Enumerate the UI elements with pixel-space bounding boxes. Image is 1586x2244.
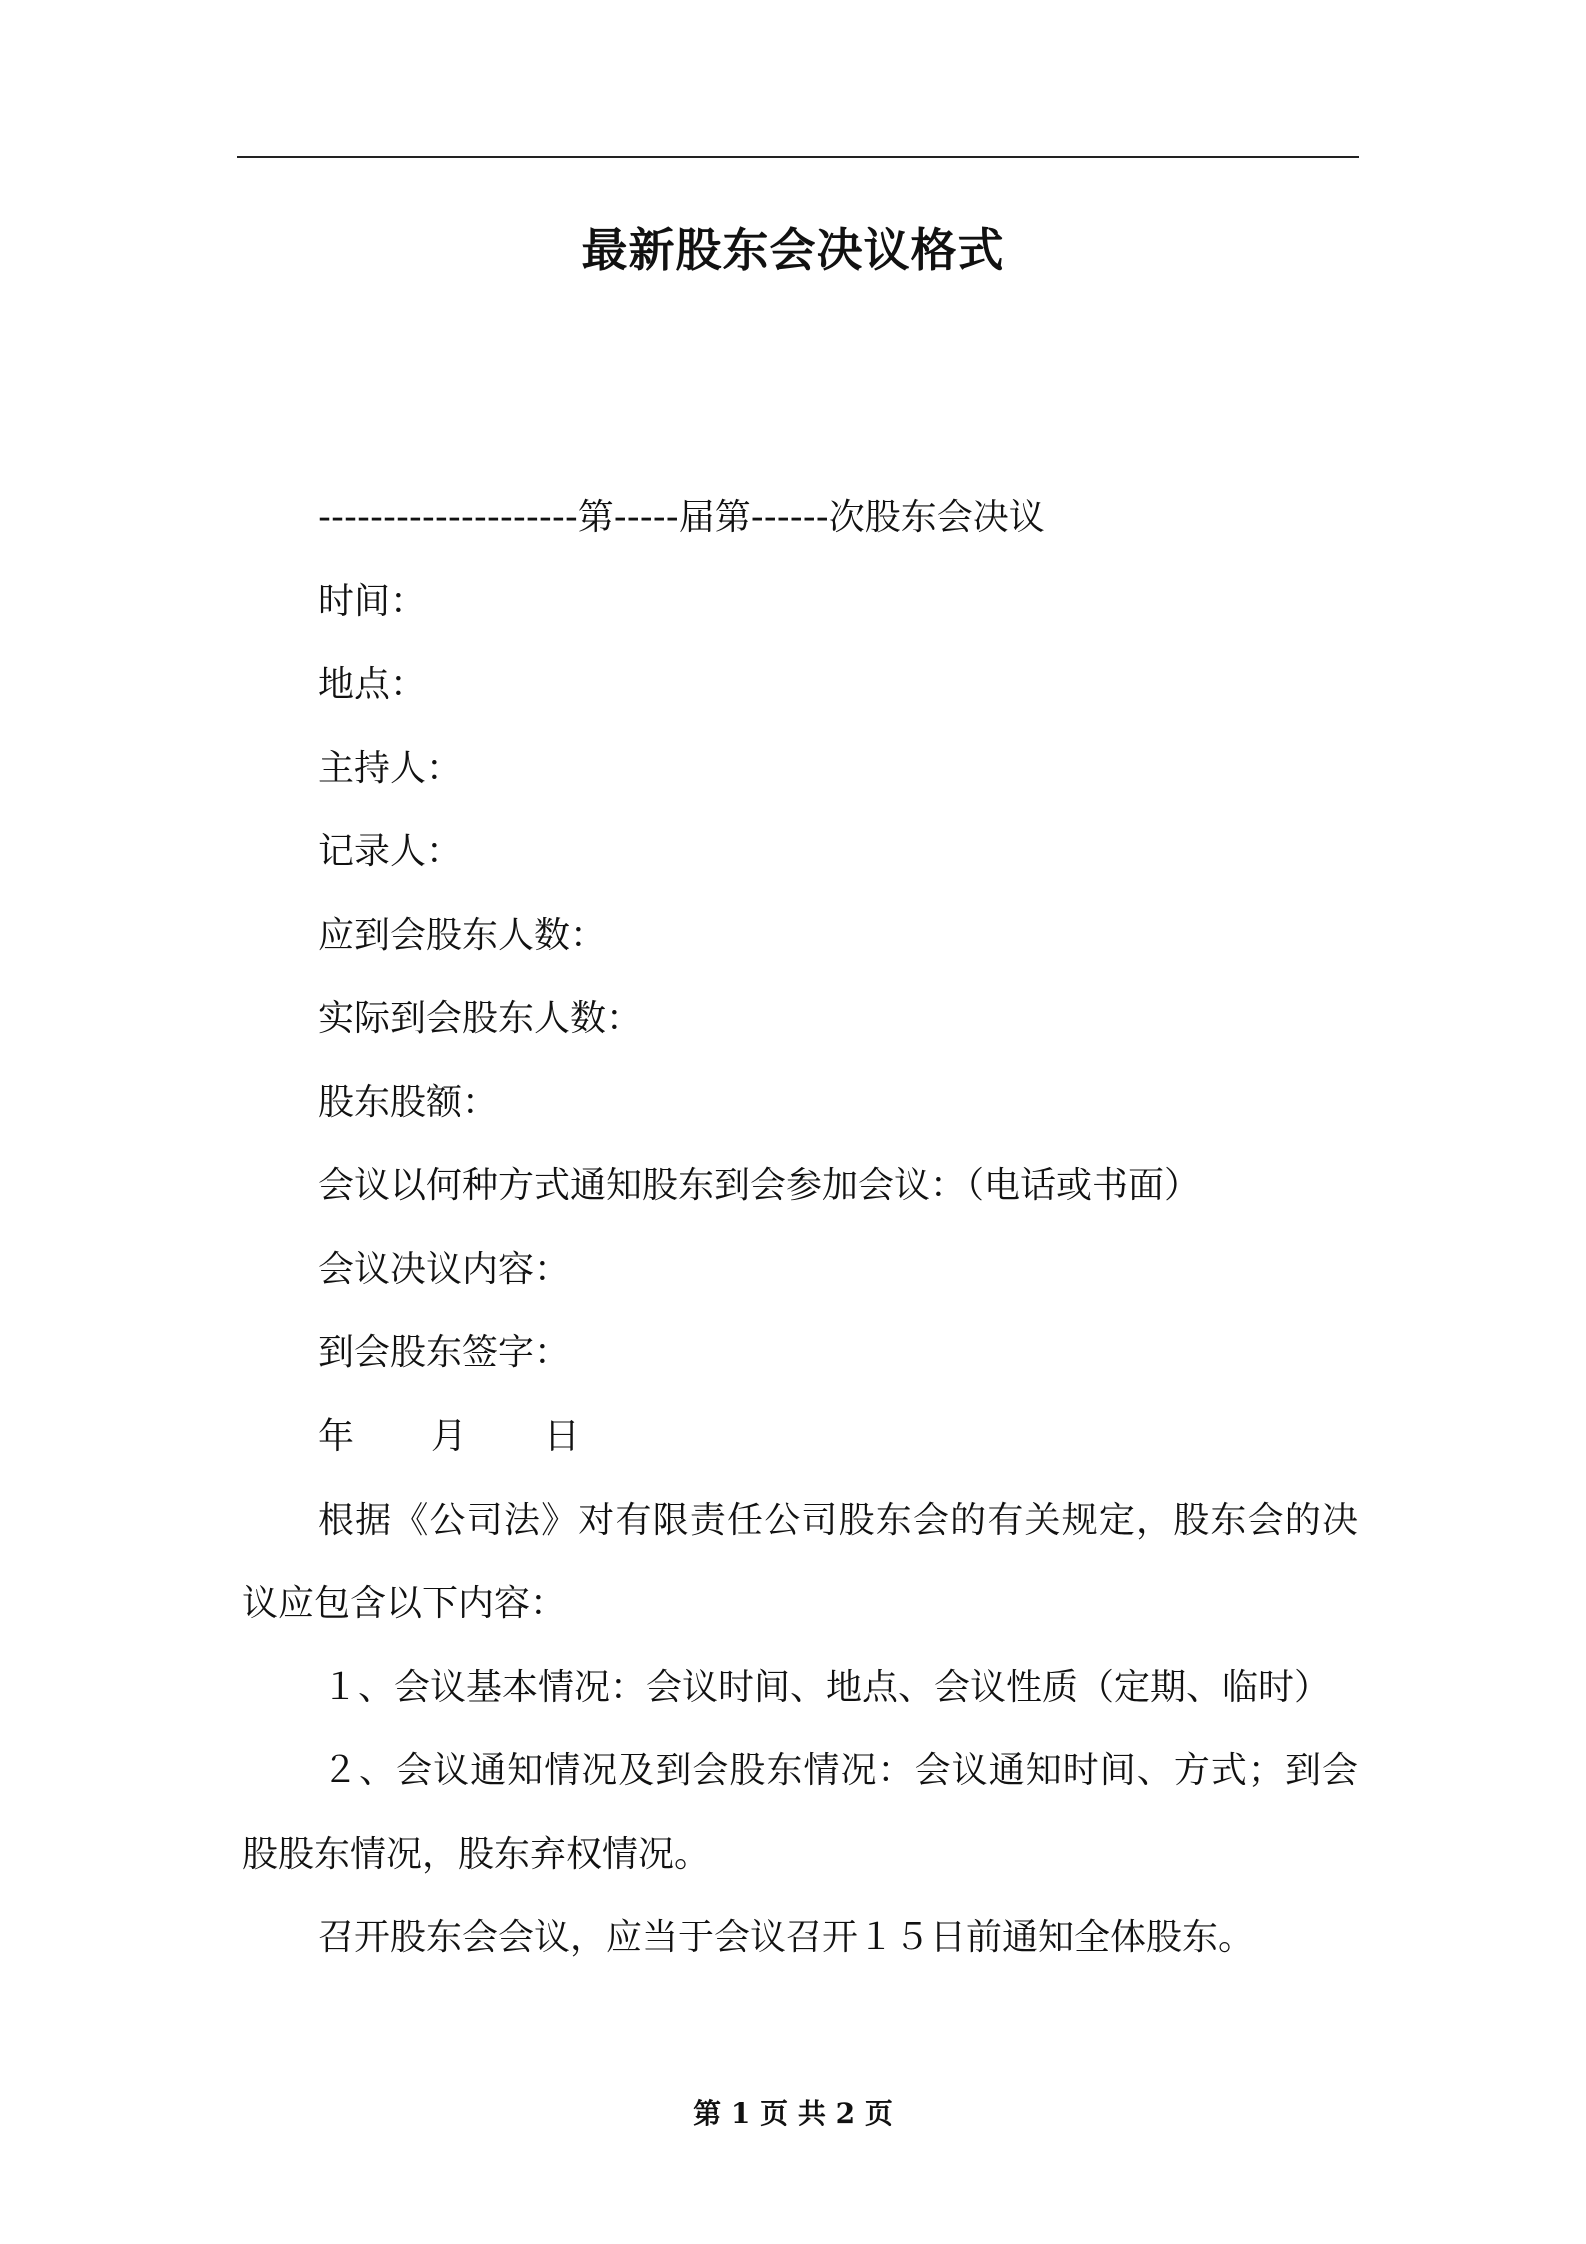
date-line	[318, 1409, 580, 1465]
field-expected-count: 应到会股东人数：	[318, 915, 607, 956]
body-item-2-line-2: 股股东情况，股东弃权情况。	[242, 1834, 711, 1875]
session-heading: --------------------第-----届第------次股东会决议	[318, 497, 1045, 538]
field-resolution-content: 会议决议内容：	[318, 1249, 571, 1290]
body-paragraph-2: 召开股东会会议，应当于会议召开１５日前通知全体股东。	[318, 1917, 1255, 1958]
date-year: 年	[318, 1416, 355, 1457]
field-host: 主持人：	[318, 748, 463, 789]
body-item-2-line-1: ２、会议通知情况及到会股东情况：会议通知时间、方式；到会	[322, 1750, 1358, 1791]
field-signatures: 到会股东签字：	[318, 1332, 571, 1373]
field-shares: 股东股额：	[318, 1082, 499, 1123]
date-day: 日	[543, 1416, 580, 1457]
field-notice-method: 会议以何种方式通知股东到会参加会议：（电话或书面）	[318, 1165, 1201, 1206]
page-number: 第 1 页 共 2 页	[693, 2097, 893, 2130]
document-title: 最新股东会决议格式	[581, 223, 1005, 277]
field-time: 时间：	[318, 581, 427, 622]
body-paragraph-1-line-2: 议应包含以下内容：	[242, 1583, 567, 1624]
body-paragraph-1-line-1: 根据《公司法》对有限责任公司股东会的有关规定，股东会的决	[318, 1500, 1358, 1541]
field-actual-count: 实际到会股东人数：	[318, 998, 643, 1039]
field-recorder: 记录人：	[318, 831, 463, 872]
body-item-1: １、会议基本情况：会议时间、地点、会议性质（定期、临时）	[322, 1667, 1331, 1708]
date-month: 月	[430, 1416, 467, 1457]
field-place: 地点：	[318, 664, 427, 705]
header-rule	[237, 156, 1359, 158]
